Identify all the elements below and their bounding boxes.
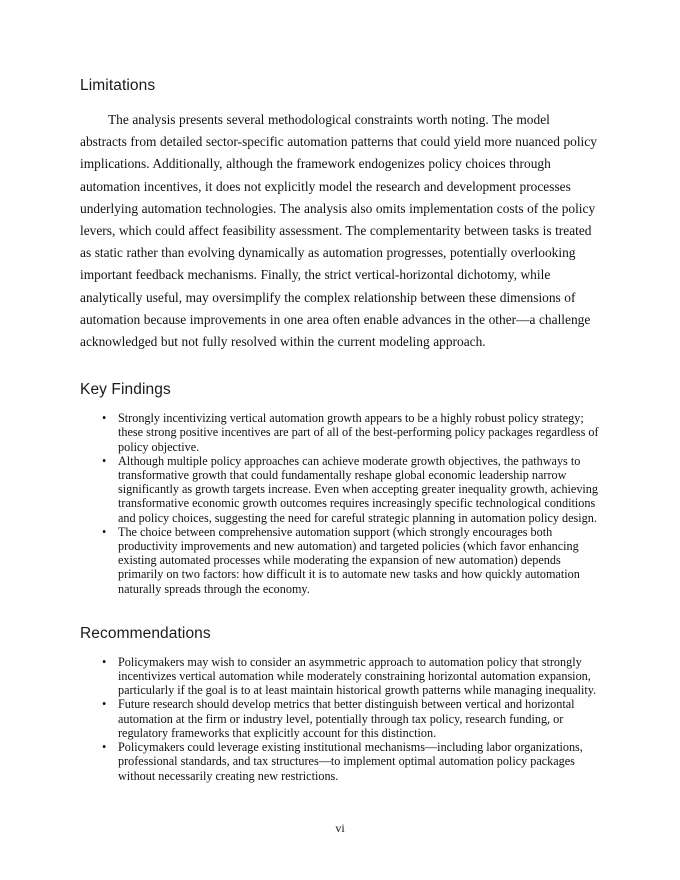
spacer [80, 400, 600, 411]
bullet-icon: • [102, 654, 107, 669]
spacer [80, 596, 600, 624]
list-item-text: Policymakers may wish to consider an asymmetric approach to automation policy that strongly incentivizes vertical automation while moderately constraining horizontal automation expansion, particularly if the goal is to at least maintain historical growth patterns while managing inequality. [118, 654, 597, 698]
spacer [80, 96, 600, 109]
bullet-icon: • [102, 740, 107, 755]
bullet-icon: • [102, 697, 107, 712]
section-heading-key-findings: Key Findings [80, 381, 171, 399]
page-content [80, 76, 600, 783]
bullet-icon: • [102, 453, 107, 468]
list-item-text: Strongly incentivizing vertical automation growth appears to be a highly robust policy strategy; these strong positive incentives are part of all of the best-performing policy packages regardless of policy objective. [118, 411, 599, 454]
bullet-icon: • [102, 411, 107, 426]
section-heading-limitations: Limitations [80, 77, 156, 94]
list-item-text: Policymakers could leverage existing institutional mechanisms—including labor organizations, professional standards, and tax structures—to implement optimal automation policy packages without necessarily creating new restrictions. [118, 740, 583, 783]
list-item [80, 740, 600, 783]
list-item [80, 454, 600, 525]
section-heading-recommendations: Recommendations [80, 624, 211, 642]
list-item [80, 411, 600, 454]
list-item-text: The choice between comprehensive automation support (which strongly encourages both productivity improvements and new automation) and targeted policies (which favor enhancing existing automated processes while moderating the expansion of new automation) depends primarily on two factors: how difficult it is to automate new tasks and how quickly automation naturally spreads through the economy. [118, 524, 580, 596]
key-findings-list [80, 411, 600, 596]
list-item [80, 697, 600, 740]
bullet-icon: • [102, 524, 107, 539]
list-item-text: Future research should develop metrics that better distinguish between vertical and horizontal automation at the firm or industry level, potentially through tax policy, research funding, or regulatory frameworks that explicitly account for this distinction. [118, 697, 575, 740]
spacer [80, 353, 600, 380]
recommendations-list [80, 655, 600, 783]
list-item-text: Although multiple policy approaches can achieve moderate growth objectives, the pathways to transformative growth that could fundamentally reshape global economic leadership narrow significantly as growth targets increase. Even when accepting greater inequality growth, achieving transformative economic growth outcomes requires increasingly specific technological conditions and policy choices, suggesting the need for careful strategic planning in automation policy design. [118, 453, 598, 525]
spacer [80, 644, 600, 655]
page-number: vi [335, 821, 345, 835]
list-item [80, 655, 600, 698]
limitations-paragraph: The analysis presents several methodological constraints worth noting. The model abstracts from detailed sector-specific automation patterns that could yield more nuanced policy implications. Additionally, although the framework endogenizes policy choices through automation incentives, it does not explicitly model the research and development processes underlying automation technologies. The analysis also omits implementation costs of the policy levers, which could affect feasibility assessment. The complementarity between tasks is treated as static rather than evolving dynamically as automation progresses, potentially overlooking important feedback mechanisms. Finally, the strict vertical-horizontal dichotomy, while analytically useful, may oversimplify the complex relationship between these dimensions of automation because improvements in one area often enable advances in the other—a challenge acknowledged but not fully resolved within the current modeling approach. [80, 112, 597, 350]
list-item [80, 525, 600, 596]
